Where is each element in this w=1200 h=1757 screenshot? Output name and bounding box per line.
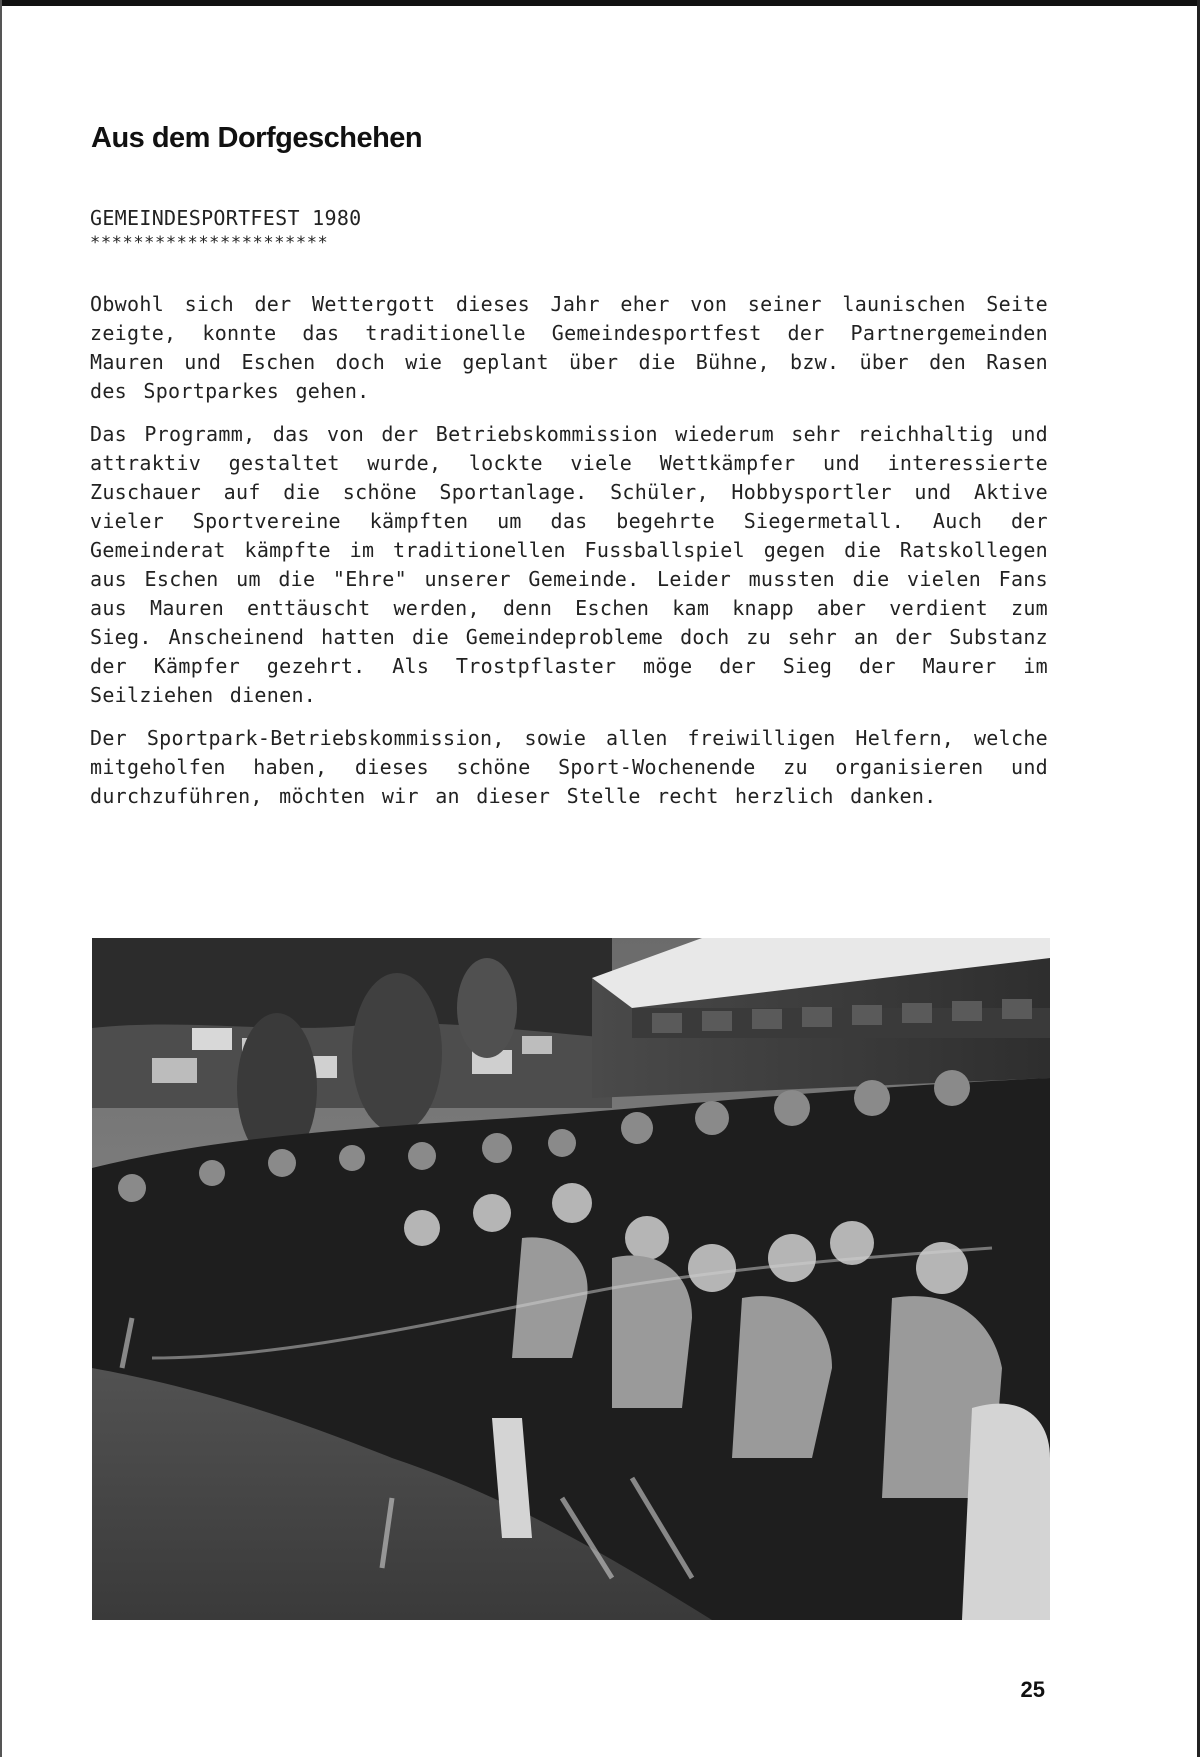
article-title-underline: ********************** bbox=[90, 233, 329, 253]
section-heading: Aus dem Dorfgeschehen bbox=[91, 122, 423, 154]
page-border-top bbox=[0, 0, 1200, 6]
article-body bbox=[90, 290, 1048, 825]
page-number: 25 bbox=[1020, 1677, 1045, 1702]
page-border-left bbox=[0, 0, 2, 1757]
photograph-icon bbox=[92, 938, 1050, 1620]
article-title: GEMEINDESPORTFEST 1980 bbox=[90, 206, 362, 230]
article-paragraph: Das Programm, das von der Betriebskommission wiederum sehr reichhaltig und attraktiv gestaltet wurde, lockte viele Wettkämpfer und interessierte Zuschauer auf die schöne Sportanlage. Schüler, Hobbysportler und Aktive vieler Sportvereine kämpften um das begehrte Siegermetall. Auch der Gemeinderat kämpfte im traditionellen Fussballspiel gegen die Ratskollegen aus Eschen um die "Ehre" unserer Gemeinde. Leider mussten die vielen Fans aus Mauren enttäuscht werden, denn Eschen kam knapp aber verdient zum Sieg. Anscheinend hatten die Gemeindeprobleme doch zu sehr an der Substanz der Kämpfer gezehrt. Als Trostpflaster möge der Sieg der Maurer im Seilziehen dienen. bbox=[90, 422, 1048, 707]
tug-of-war-photo bbox=[92, 938, 1050, 1620]
article-paragraph: Obwohl sich der Wettergott dieses Jahr eher von seiner launischen Seite zeigte, konnte das traditionelle Gemeindesportfest der Partnergemeinden Mauren und Eschen doch wie geplant über die Bühne, bzw. über den Rasen des Sportparkes gehen. bbox=[90, 292, 1048, 403]
article-paragraph: Der Sportpark-Betriebskommission, sowie allen freiwilligen Helfern, welche mitgeholfen haben, dieses schöne Sport-Wochenende zu organisieren und durchzuführen, möchten wir an dieser Stelle recht herzlich danken. bbox=[90, 726, 1048, 808]
